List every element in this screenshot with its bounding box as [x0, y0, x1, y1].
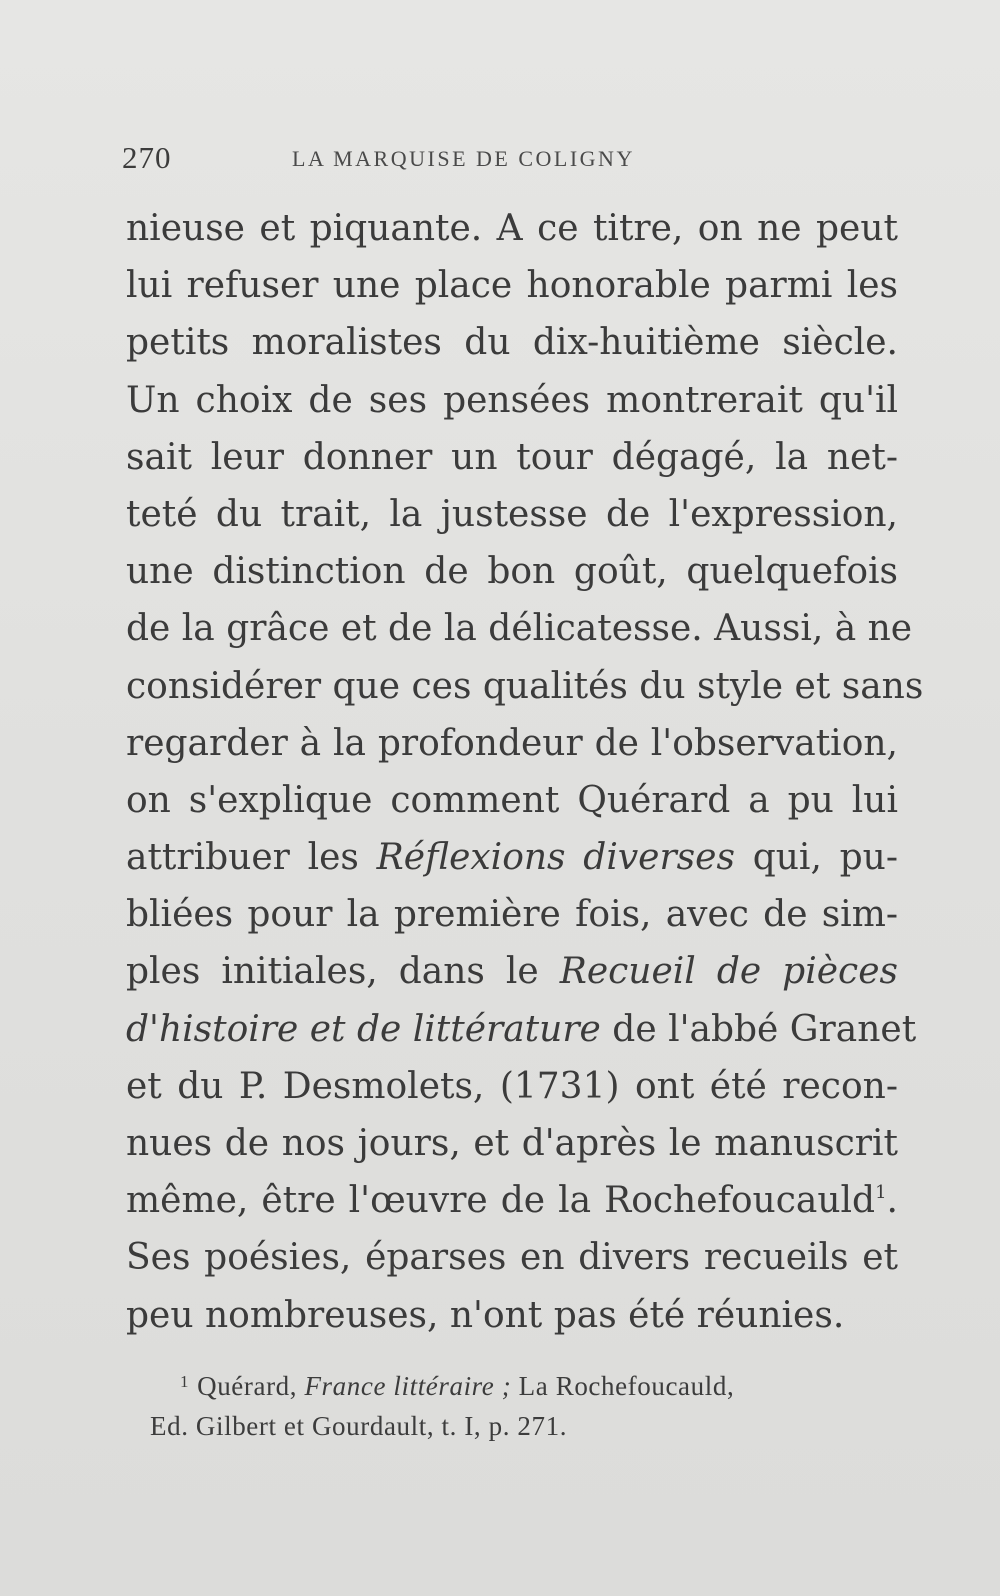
footnote-segment: La Rochefoucauld,: [511, 1371, 735, 1401]
running-head: [122, 140, 882, 180]
italic-title-histoire: d'histoire et de littérature: [126, 1008, 601, 1050]
text-line: sait leur donner un tour dégagé, la net-: [126, 436, 898, 478]
text-line: Ses poésies, éparses en divers recueils et: [126, 1237, 898, 1279]
footnote-italic-title: France littéraire ;: [304, 1371, 512, 1401]
italic-title-recueil: Recueil de pièces: [559, 951, 898, 993]
footnote-reference: 1: [875, 1182, 887, 1204]
text-line: Un choix de ses pensées montrerait qu'il: [126, 379, 898, 421]
footnote-line: Ed. Gilbert et Gourdault, t. I, p. 271.: [150, 1411, 568, 1441]
text-segment: ples initiales, dans le: [126, 951, 560, 993]
text-line: regarder à la profondeur de l'observation,: [126, 722, 898, 764]
footnote-marker: 1: [180, 1372, 190, 1391]
text-segment: de l'abbé Granet: [600, 1008, 917, 1050]
text-line: bliées pour la première fois, avec de sim-: [126, 894, 898, 936]
text-line: et du P. Desmolets, (1731) ont été recon-: [126, 1065, 898, 1107]
running-title: LA MARQUISE DE COLIGNY: [292, 146, 635, 171]
text-line: teté du trait, la justesse de l'expression,: [126, 493, 898, 535]
footnote-segment: Quérard,: [197, 1371, 305, 1401]
italic-title-reflexions: Réflexions diverses: [376, 837, 735, 879]
text-line: considérer que ces qualités du style et sans: [126, 665, 924, 707]
text-line: on s'explique comment Quérard a pu lui: [126, 779, 898, 821]
text-segment: qui, pu-: [734, 837, 899, 879]
text-line: lui refuser une place honorable parmi les: [126, 265, 898, 307]
footnote: [150, 1360, 890, 1448]
text-line: nieuse et piquante. A ce titre, on ne peut: [126, 208, 898, 249]
text-segment: .: [886, 1180, 898, 1222]
text-line: [126, 943, 898, 1000]
text-line: petits moralistes du dix-huitième siècle.: [126, 322, 898, 364]
text-segment: même, être l'œuvre de la Rochefoucauld: [126, 1180, 876, 1222]
text-line: [126, 829, 898, 886]
text-line: nues de nos jours, et d'après le manuscrit: [126, 1123, 898, 1164]
footnote-line: [150, 1360, 890, 1404]
text-line: une distinction de bon goût, quelquefois: [126, 551, 898, 593]
text-line: [126, 1001, 917, 1058]
text-segment: attribuer les: [126, 837, 377, 879]
text-line: [126, 1172, 898, 1229]
text-line: peu nombreuses, n'ont pas été réunies.: [126, 1294, 845, 1336]
page-number: 270: [122, 140, 172, 175]
body-text: [126, 200, 924, 1344]
text-line: de la grâce et de la délicatesse. Aussi, à ne: [126, 608, 913, 650]
